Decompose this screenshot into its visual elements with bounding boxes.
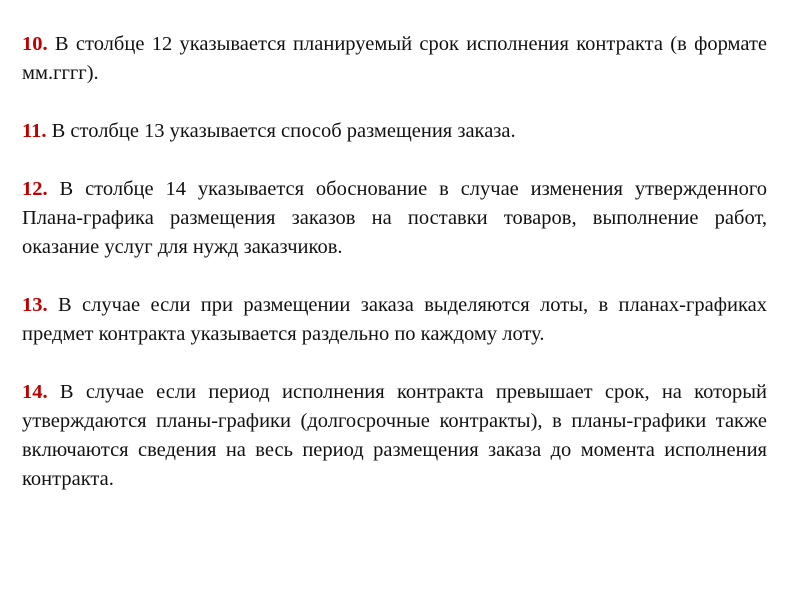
paragraph-text: В столбце 12 указывается планируемый срок исполнения контракта (в формате мм.гггг). bbox=[22, 33, 767, 84]
paragraph-number: 13. bbox=[22, 294, 48, 316]
paragraph-text: В случае если период исполнения контракта превышает срок, на который утверждаются планы-графики (долгосрочные контракты), в планы-графики также включаются сведения на весь период размещения заказа до момента исполнения контракта. bbox=[22, 381, 767, 490]
paragraph-text: В случае если при размещении заказа выделяются лоты, в планах-графиках предмет контракта указывается раздельно по каждому лоту. bbox=[22, 294, 767, 345]
paragraph-10 bbox=[22, 30, 767, 88]
paragraph-number: 10. bbox=[22, 33, 48, 55]
paragraph-14 bbox=[22, 378, 767, 494]
paragraph-13 bbox=[22, 291, 767, 349]
paragraph-12 bbox=[22, 175, 767, 262]
paragraph-number: 12. bbox=[22, 178, 48, 200]
paragraph-text: В столбце 14 указывается обоснование в случае изменения утвержденного Плана-графика размещения заказов на поставки товаров, выполнение работ, оказание услуг для нужд заказчиков. bbox=[22, 178, 767, 258]
paragraph-text: В столбце 13 указывается способ размещения заказа. bbox=[46, 120, 516, 142]
paragraph-11 bbox=[22, 117, 767, 146]
paragraph-number: 14. bbox=[22, 381, 48, 403]
paragraph-number: 11. bbox=[22, 120, 47, 142]
